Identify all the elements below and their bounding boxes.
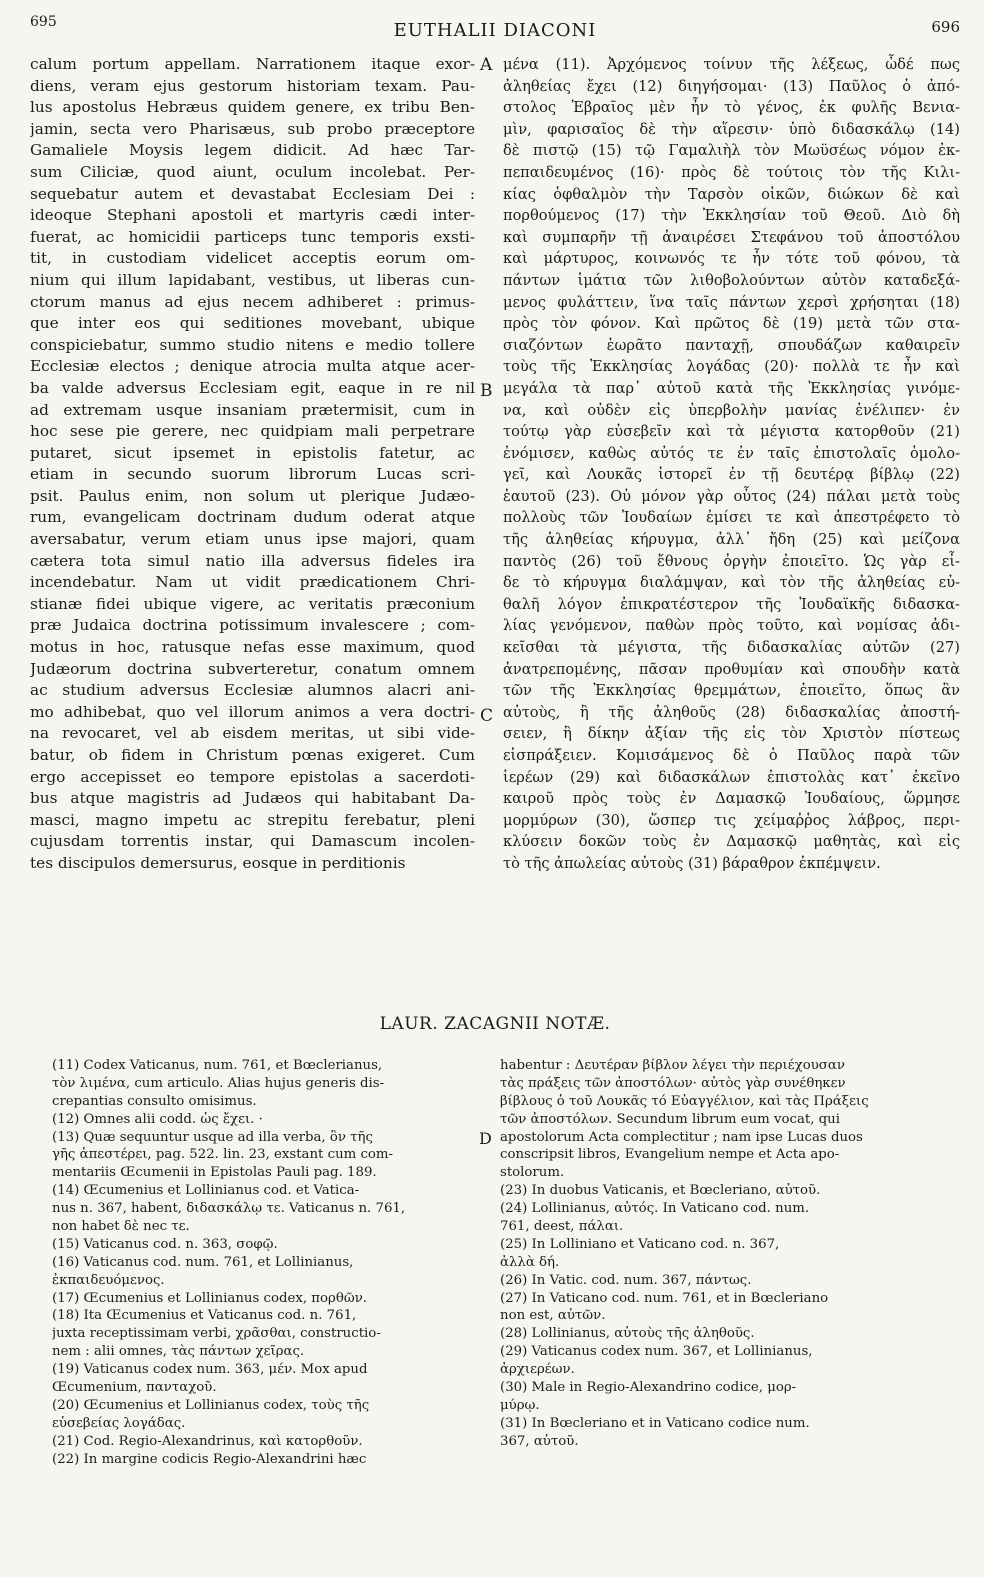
greek-text-line: παντὸς (26) τοῦ ἔθνους ὀργὴν ἐποιεῖτο. Ὡς γὰρ εἶ- xyxy=(503,552,960,570)
page-number-right: 696 xyxy=(931,18,960,36)
note-line: βίβλους ὁ τοῦ Λουκᾶς τό Εὐαγγέλιον, καὶ τὰς Πράξεις xyxy=(500,1093,869,1109)
note-line: (14) Œcumenius et Lollinianus cod. et Vatica- xyxy=(52,1183,360,1199)
note-line: (31) In Bœcleriano et in Vaticano codice num. xyxy=(500,1415,810,1431)
greek-text-line: δε τὸ κήρυγμα διαλάμψαν, καὶ τὸν τῆς ἀληθείας εὐ- xyxy=(503,574,960,592)
greek-text-line: ἀνατρεπομένης, πᾶσαν προθυμίαν καὶ σπουδὴν κατὰ xyxy=(503,660,960,678)
running-title: EUTHALII DIACONI xyxy=(393,20,597,41)
greek-text-line: τῶν τῆς Ἐκκλησίας θρεμμάτων, ἐποιεῖτο, ὅπως ἂν xyxy=(503,682,960,700)
note-line: (26) In Vatic. cod. num. 367, πάντως. xyxy=(500,1272,752,1288)
note-line: nem : alii omnes, τὰς πάντων χεῖρας. xyxy=(52,1344,305,1360)
latin-text-line: lus apostolus Hebræus quidem genere, ex tribu Ben- xyxy=(30,98,475,117)
greek-text-line: σειεν, ἢ δίκην ἀξίαν τῆς εἰς τὸν Χριστὸν πίστεως xyxy=(503,725,960,743)
note-line: (11) Codex Vaticanus, num. 761, et Bœclerianus, xyxy=(52,1058,383,1073)
latin-text-line: ideoque Stephani apostoli et martyris cædi inter- xyxy=(30,206,475,225)
note-line: (20) Œcumenius et Lollinianus codex, τοὺς τῆς xyxy=(52,1397,370,1413)
latin-text-line: diens, veram ejus gestorum historiam texam. Pau- xyxy=(30,76,475,95)
greek-text-line: ἑαυτοῦ (23). Οὐ μόνον γὰρ οὗτος (24) πάλαι μετὰ τοὺς xyxy=(503,487,960,505)
margin-marker-d: D xyxy=(479,1129,492,1148)
latin-text-line: conspiciebatur, summo studio nitens e medio tollere xyxy=(30,335,475,354)
latin-text-line: rum, evangelicam doctrinam dudum oderat atque xyxy=(30,508,475,527)
latin-text-line: tes discipulos demersurus, eosque in perditionis xyxy=(30,853,406,872)
note-line: 367, αὐτοῦ. xyxy=(500,1433,579,1449)
latin-text-line: ergo accepisset eo tempore epistolas a sacerdoti- xyxy=(30,767,475,786)
greek-text-line: να, καὶ οὐδὲν εἰς ὑπερβολὴν μανίας ἐνέλιπεν· ἐν xyxy=(503,401,960,419)
note-line: γῆς ἀπεστέρει, pag. 522. lin. 23, exstant cum com- xyxy=(52,1147,394,1163)
latin-text-line: Judæorum doctrina subverteretur, conatum omnem xyxy=(30,659,475,678)
note-line: (23) In duobus Vaticanis, et Bœcleriano, αὐτοῦ. xyxy=(500,1183,821,1199)
note-line: non est, αὐτῶν. xyxy=(500,1308,606,1324)
greek-text-line: καὶ συμπαρῆν τῇ ἀναιρέσει Στεφάνου τοῦ ἀποστόλου xyxy=(503,228,960,246)
greek-text-line: μεγάλα τὰ παρ᾽ αὐτοῦ κατὰ τῆς Ἐκκλησίας γινόμε- xyxy=(503,379,960,397)
notes-left-column xyxy=(52,1057,482,1468)
note-line: (19) Vaticanus codex num. 363, μέν. Mox apud xyxy=(52,1362,368,1378)
latin-text-line: bus atque magistris ad Judæos qui habitabant Da- xyxy=(30,789,475,808)
latin-text-line: na revocaret, vel ab eisdem meritas, ut sibi vide- xyxy=(30,724,475,743)
note-line: (18) Ita Œcumenius et Vaticanus cod. n. 761, xyxy=(52,1308,357,1324)
note-line: (12) Omnes alii codd. ὡς ἔχει. · xyxy=(52,1111,263,1127)
latin-text-line: tit, in custodiam videlicet acceptis eorum om- xyxy=(30,249,475,268)
page xyxy=(30,14,960,1467)
greek-text-line: τοὺς τῆς Ἐκκλησίας λογάδας (20)· πολλὰ τε ἦν καὶ xyxy=(503,358,960,376)
greek-text-line: αὐτοὺς, ἢ τῆς ἀληθοῦς (28) διδασκαλίας ἀποστή- xyxy=(503,703,960,721)
greek-text-line: μενος φυλάττειν, ἵνα ταῖς πάντων χερσὶ χρήσηται (18) xyxy=(503,293,960,311)
note-line: crepantias consulto omisimus. xyxy=(52,1093,257,1109)
greek-text-line: ἐνόμισεν, καθὼς αὐτός τε ἐν ταῖς ἐπιστολαῖς ὁμολο- xyxy=(503,444,960,462)
note-line: τὸν λιμένα, cum articulo. Alias hujus generis dis- xyxy=(52,1075,385,1091)
note-line: (28) Lollinianus, αὐτοὺς τῆς ἀληθοῦς. xyxy=(500,1326,755,1342)
greek-text-line: τὸ τῆς ἀπωλείας αὐτοὺς (31) βάραθρον ἐκπέμψειν. xyxy=(503,854,881,872)
note-line: (30) Male in Regio-Alexandrino codice, μορ- xyxy=(500,1380,797,1396)
note-line: habentur : Δευτέραν βίβλον λέγει τὴν περιέχουσαν xyxy=(500,1058,845,1073)
margin-marker-c: C xyxy=(480,706,494,726)
page-number-left: 695 xyxy=(30,14,57,30)
note-line: τῶν ἀποστόλων. Secundum librum eum vocat, qui xyxy=(500,1111,840,1127)
greek-text-line: μορμύρων (30), ὥσπερ τις χείμαῤῥος λάβρος, περι- xyxy=(503,811,960,829)
latin-text-line: mo adhibebat, quo vel illorum animos a vera doctri- xyxy=(30,702,475,721)
latin-text-line: fuerat, ac homicidii particeps tunc temporis exsti- xyxy=(30,227,475,246)
note-line: conscripsit libros, Evangelium nempe et Acta apo- xyxy=(500,1147,840,1163)
note-line: mentariis Œcumenii in Epistolas Pauli pag. 189. xyxy=(52,1165,377,1181)
greek-text-line: τούτῳ γὰρ εὐσεβεῖν καὶ τὰ μέγιστα κατορθοῦν (21) xyxy=(503,423,960,441)
greek-text-line: καὶ μάρτυρος, κοινωνός τε ἦν τότε τοῦ φόνου, τὰ xyxy=(503,250,960,268)
note-line: (17) Œcumenius et Lollinianus codex, πορθῶν. xyxy=(52,1290,368,1306)
latin-text-line: Ecclesiæ electos ; denique atrocia multa atque acer- xyxy=(30,357,475,376)
latin-text-line: batur, ob fidem in Christum pœnas exigeret. Cum xyxy=(30,746,475,764)
note-line: (27) In Vaticano cod. num. 761, et in Bœcleriano xyxy=(500,1290,829,1306)
latin-text-line: ac studium adversus Ecclesiæ alumnos alacri ani- xyxy=(30,681,475,700)
note-line: (25) In Lolliniano et Vaticano cod. n. 367, xyxy=(500,1236,780,1252)
latin-text-line: cujusdam torrentis instar, qui Damascum incolen- xyxy=(30,832,475,851)
note-line: (16) Vaticanus cod. num. 761, et Lollinianus, xyxy=(52,1254,354,1270)
latin-text-line: præ Judaica doctrina potissimum invalescere ; com- xyxy=(30,616,475,635)
greek-column xyxy=(503,54,960,875)
greek-text-line: δὲ πιστῷ (15) τῷ Γαμαλιὴλ τὸν Μωϋσέως νόμον ἐκ- xyxy=(503,142,960,160)
greek-text-line: πορθούμενος (17) τὴν Ἐκκλησίαν τοῦ Θεοῦ. Διὸ δὴ xyxy=(503,207,960,225)
note-line: juxta receptissimam verbi, χρᾶσθαι, constructio- xyxy=(52,1326,381,1342)
note-line: 761, deest, πάλαι. xyxy=(500,1219,624,1235)
note-line: stolorum. xyxy=(500,1165,565,1181)
note-line: (13) Quæ sequuntur usque ad illa verba, ὃν τῆς xyxy=(52,1129,373,1145)
latin-text-line: psit. Paulus enim, non solum ut plerique Judæo- xyxy=(30,486,475,505)
note-line: μύρῳ. xyxy=(500,1397,540,1413)
latin-text-line: putaret, sicut ipsemet in epistolis fatetur, ac xyxy=(30,443,475,462)
latin-text-line: ba valde adversus Ecclesiam egit, eaque in re nil xyxy=(30,378,475,397)
note-line: τὰς πράξεις τῶν ἀποστόλων· αὐτὸς γὰρ συνέθηκεν xyxy=(500,1075,846,1091)
note-line: Œcumenium, πανταχοῦ. xyxy=(52,1380,217,1396)
notes-right-column xyxy=(500,1057,960,1451)
note-line: εὐσεβείας λογάδας. xyxy=(52,1415,186,1431)
greek-text-line: θαλῆ λόγον ἐπικρατέστερον τῆς Ἰουδαϊκῆς διδασκα- xyxy=(503,595,960,613)
latin-text-line: stianæ fidei ubique vigere, ac veritatis præconium xyxy=(30,594,475,613)
greek-text-line: πολλοὺς τῶν Ἰουδαίων ἐμίσει τε καὶ ἀπεστρέφετο τὸ xyxy=(503,509,960,527)
greek-text-line: εἰσπράξειεν. Κομισάμενος δὲ ὁ Παῦλος παρὰ τῶν xyxy=(503,747,960,764)
greek-text-line: κίας ὀφθαλμὸν τὴν Ταρσὸν οἰκῶν, διώκων δὲ καὶ xyxy=(503,185,960,203)
note-line: (21) Cod. Regio-Alexandrinus, καὶ κατορθοῦν. xyxy=(52,1433,363,1449)
latin-text-line: cætera tota simul natio illa adversus fideles ira xyxy=(30,551,475,570)
greek-text-line: ἱερέων (29) καὶ διδασκάλων ἐπιστολὰς κατ᾽ ἐκεῖνο xyxy=(503,768,960,786)
note-line: non habet δὲ nec τε. xyxy=(52,1219,190,1235)
greek-text-line: καιροῦ πρὸς τοὺς ἐν Δαμασκῷ Ἰουδαίους, ὥρμησε xyxy=(503,790,960,808)
greek-text-line: κλύσειν δοκῶν τοὺς ἐν Δαμασκῷ μαθητὰς, καὶ εἰς xyxy=(503,833,960,851)
latin-text-line: motus in hoc, ratusque nefas esse maximum, quod xyxy=(30,638,475,657)
notes-section xyxy=(30,1057,960,1577)
note-line: ἀλλὰ δή. xyxy=(500,1254,560,1270)
notes-title: LAUR. ZACAGNII NOTÆ. xyxy=(379,1014,611,1034)
greek-text-line: σιαζόντων ἑωρᾶτο πανταχῇ, σπουδάζων καθαιρεῖν xyxy=(503,336,960,354)
latin-text-line: ctorum manus ad ejus necem adhiberet : primus- xyxy=(30,292,475,311)
greek-text-line: στολος Ἑβραῖος μὲν ἦν τὸ γένος, ἐκ φυλῆς Βενια- xyxy=(503,99,960,117)
note-line: apostolorum Acta complectitur ; nam ipse Lucas duos xyxy=(500,1129,863,1145)
note-line: ἐκπαιδευόμενος. xyxy=(52,1272,165,1288)
note-line: nus n. 367, habent, διδασκάλῳ τε. Vaticanus n. 761, xyxy=(52,1201,406,1217)
margin-marker-a: A xyxy=(480,55,493,75)
note-line: ἀρχιερέων. xyxy=(500,1362,575,1378)
latin-text-line: etiam in secundo suorum librorum Lucas scri- xyxy=(30,465,475,484)
latin-text-line: sum Ciliciæ, quod aiunt, oculum incolebat. Per- xyxy=(30,162,475,181)
greek-text-line: μὶν, φαρισαῖος δὲ τὴν αἵρεσιν· ὑπὸ διδασκάλῳ (14) xyxy=(503,120,960,138)
note-line: (24) Lollinianus, αὐτός. In Vaticano cod. num. xyxy=(500,1201,810,1217)
note-line: (15) Vaticanus cod. n. 363, σοφῷ. xyxy=(52,1236,278,1252)
greek-text-line: τῆς ἀληθείας κήρυγμα, ἀλλ᾽ ἤδη (25) καὶ μείζονα xyxy=(503,531,960,549)
greek-text-line: πεπαιδευμένος (16)· πρὸς δὲ τούτοις τὸν τῆς Κιλι- xyxy=(503,163,960,181)
latin-text-line: ad extremam usque insaniam prætermisit, cum in xyxy=(30,400,475,419)
greek-text-line: μένα (11). Ἀρχόμενος τοίνυν τῆς λέξεως, ὧδέ πως xyxy=(503,56,960,73)
latin-text-line: aversabatur, verum etiam unus ipse majori, quam xyxy=(30,530,475,549)
latin-text-line: nium qui illum lapidabant, vestibus, ut liberas cun- xyxy=(30,270,475,289)
greek-text-line: πάντων ἱμάτια τῶν λιθοβολούντων αὐτὸν καταδεξά- xyxy=(503,271,960,289)
latin-text-line: calum portum appellam. Narrationem itaque exor- xyxy=(30,55,475,73)
greek-text-line: κεῖσθαι τὰ μέγιστα, τῆς διδασκαλίας αὐτῶν (27) xyxy=(503,639,960,657)
latin-text-line: que inter eos qui seditiones movebant, ubique xyxy=(30,314,475,333)
margin-marker-b: B xyxy=(480,381,493,401)
latin-text-line: jamin, secta vero Pharisæus, sub probo præceptore xyxy=(30,119,475,138)
greek-text-line: πρὸς τὸν φόνον. Καὶ πρῶτος δὲ (19) μετὰ τῶν στα- xyxy=(503,315,960,333)
latin-text-line: hoc sese pie gerere, nec quidpiam mali perpetrare xyxy=(30,422,475,441)
note-line: (22) In margine codicis Regio-Alexandrini hæc xyxy=(52,1451,367,1467)
main-text xyxy=(30,54,960,1054)
latin-text-line: incendebatur. Nam ut vidit prædicationem Chri- xyxy=(30,573,475,592)
page-header xyxy=(30,14,960,54)
greek-text-line: ἀληθείας ἔχει (12) διηγήσομαι· (13) Παῦλος ὁ ἀπό- xyxy=(503,77,960,95)
latin-text-line: sequebatur autem et devastabat Ecclesiam Dei : xyxy=(30,184,475,203)
latin-text-line: masci, magno impetu ac strepitu ferebatur, pleni xyxy=(30,810,475,829)
latin-column xyxy=(30,54,475,875)
latin-text-line: Gamaliele Moysis legem didicit. Ad hæc Tar- xyxy=(30,141,475,160)
note-line: (29) Vaticanus codex num. 367, et Lollinianus, xyxy=(500,1344,813,1360)
greek-text-line: λίας γενόμενον, παθὼν πρὸς τοῦτο, καὶ νομίσας ἀδι- xyxy=(503,617,960,635)
greek-text-line: γεῖ, καὶ Λουκᾶς ἱστορεῖ ἐν τῇ δευτέρᾳ βίβλῳ (22) xyxy=(503,466,960,484)
